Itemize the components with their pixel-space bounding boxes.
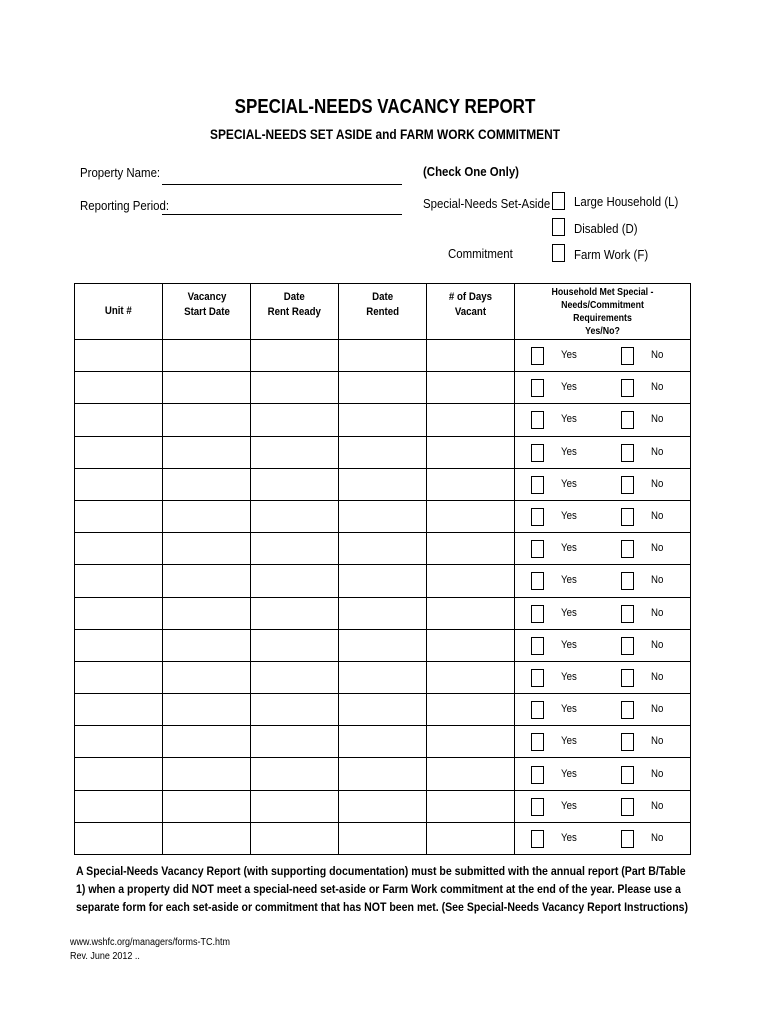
unit-cell[interactable]: [75, 629, 163, 661]
unit-cell[interactable]: [75, 822, 163, 854]
vacancy-start-cell[interactable]: [163, 790, 251, 822]
no-label: No: [651, 767, 664, 780]
days-vacant-cell[interactable]: [427, 565, 515, 597]
no-checkbox[interactable]: [621, 637, 634, 655]
unit-cell[interactable]: [75, 726, 163, 758]
large-household-label: Large Household (L): [574, 194, 679, 209]
yes-no-cell: [515, 758, 691, 790]
table-row: [75, 533, 691, 565]
yes-checkbox[interactable]: [531, 411, 544, 429]
yes-checkbox[interactable]: [531, 605, 544, 623]
no-checkbox[interactable]: [621, 733, 634, 751]
vacancy-start-cell[interactable]: [163, 340, 251, 372]
rent-ready-cell[interactable]: [251, 629, 339, 661]
col-header-rent-ready: Date Rent Ready: [251, 284, 339, 340]
yes-label: Yes: [561, 670, 577, 683]
yes-no-cell: [515, 533, 691, 565]
col-header-unit: Unit #: [75, 284, 163, 340]
page-title: SPECIAL-NEEDS VACANCY REPORT: [234, 96, 536, 118]
yes-label: Yes: [561, 542, 577, 555]
commitment-label: Commitment: [448, 246, 513, 261]
yes-checkbox[interactable]: [531, 830, 544, 848]
farm-work-checkbox[interactable]: [552, 244, 565, 262]
table-row: [75, 726, 691, 758]
table-row: [75, 565, 691, 597]
page-subtitle: SPECIAL-NEEDS SET ASIDE and FARM WORK COMMITMENT: [210, 126, 560, 142]
yes-checkbox[interactable]: [531, 508, 544, 526]
unit-cell[interactable]: [75, 758, 163, 790]
table-row: [75, 468, 691, 500]
yes-checkbox[interactable]: [531, 476, 544, 494]
yes-label: Yes: [561, 445, 577, 458]
vacancy-start-cell[interactable]: [163, 694, 251, 726]
days-vacant-cell[interactable]: [427, 468, 515, 500]
no-label: No: [651, 606, 664, 619]
table-row: [75, 758, 691, 790]
no-label: No: [651, 510, 664, 523]
reporting-period-label: Reporting Period:: [80, 198, 170, 213]
yes-label: Yes: [561, 703, 577, 716]
footer-url: www.wshfc.org/managers/forms-TC.htm: [70, 937, 231, 948]
unit-cell[interactable]: [75, 468, 163, 500]
rented-cell[interactable]: [339, 758, 427, 790]
rented-cell[interactable]: [339, 565, 427, 597]
vacancy-start-cell[interactable]: [163, 661, 251, 693]
property-name-field[interactable]: [162, 184, 402, 185]
yes-checkbox[interactable]: [531, 733, 544, 751]
rented-cell[interactable]: [339, 500, 427, 532]
yes-label: Yes: [561, 510, 577, 523]
col-header-requirements: Household Met Special -Needs/Commitment Requirements Yes/No?: [515, 284, 691, 340]
vacancy-start-cell[interactable]: [163, 468, 251, 500]
no-checkbox[interactable]: [621, 572, 634, 590]
yes-label: Yes: [561, 413, 577, 426]
no-label: No: [651, 542, 664, 555]
vacancy-start-cell[interactable]: [163, 758, 251, 790]
yes-checkbox[interactable]: [531, 766, 544, 784]
vacancy-start-cell[interactable]: [163, 629, 251, 661]
rented-cell[interactable]: [339, 436, 427, 468]
yes-checkbox[interactable]: [531, 669, 544, 687]
table-row: [75, 661, 691, 693]
unit-cell[interactable]: [75, 661, 163, 693]
rented-cell[interactable]: [339, 629, 427, 661]
no-checkbox[interactable]: [621, 798, 634, 816]
unit-cell[interactable]: [75, 340, 163, 372]
no-label: No: [651, 381, 664, 394]
table-row: [75, 404, 691, 436]
yes-no-cell: [515, 694, 691, 726]
yes-checkbox[interactable]: [531, 798, 544, 816]
yes-no-cell: [515, 468, 691, 500]
yes-checkbox[interactable]: [531, 540, 544, 558]
disabled-label: Disabled (D): [574, 221, 638, 236]
yes-label: Yes: [561, 735, 577, 748]
yes-label: Yes: [561, 767, 577, 780]
unit-cell[interactable]: [75, 500, 163, 532]
no-label: No: [651, 670, 664, 683]
yes-no-cell: [515, 822, 691, 854]
days-vacant-cell[interactable]: [427, 694, 515, 726]
rented-cell[interactable]: [339, 372, 427, 404]
yes-no-cell: [515, 597, 691, 629]
rented-cell[interactable]: [339, 404, 427, 436]
large-household-checkbox[interactable]: [552, 192, 565, 210]
col-header-vacancy-start: Vacancy Start Date: [163, 284, 251, 340]
unit-cell[interactable]: [75, 533, 163, 565]
yes-label: Yes: [561, 574, 577, 587]
no-checkbox[interactable]: [621, 540, 634, 558]
no-checkbox[interactable]: [621, 476, 634, 494]
no-checkbox[interactable]: [621, 444, 634, 462]
footer-revision: Rev. June 2012 ..: [70, 951, 140, 962]
unit-cell[interactable]: [75, 404, 163, 436]
vacancy-start-cell[interactable]: [163, 597, 251, 629]
no-checkbox[interactable]: [621, 347, 634, 365]
yes-no-cell: [515, 726, 691, 758]
vacancy-start-cell[interactable]: [163, 565, 251, 597]
yes-label: Yes: [561, 831, 577, 844]
rent-ready-cell[interactable]: [251, 694, 339, 726]
rent-ready-cell[interactable]: [251, 533, 339, 565]
vacancy-start-cell[interactable]: [163, 533, 251, 565]
yes-checkbox[interactable]: [531, 444, 544, 462]
table-row: [75, 500, 691, 532]
table-row: [75, 629, 691, 661]
rented-cell[interactable]: [339, 822, 427, 854]
yes-no-cell: [515, 340, 691, 372]
rent-ready-cell[interactable]: [251, 404, 339, 436]
no-label: No: [651, 638, 664, 651]
no-label: No: [651, 349, 664, 362]
no-label: No: [651, 735, 664, 748]
days-vacant-cell[interactable]: [427, 597, 515, 629]
table-row: [75, 822, 691, 854]
unit-cell[interactable]: [75, 565, 163, 597]
vacancy-start-cell[interactable]: [163, 436, 251, 468]
days-vacant-cell[interactable]: [427, 500, 515, 532]
vacancy-start-cell[interactable]: [163, 822, 251, 854]
yes-no-cell: [515, 372, 691, 404]
no-label: No: [651, 574, 664, 587]
days-vacant-cell[interactable]: [427, 404, 515, 436]
col-header-days-vacant: # of Days Vacant: [427, 284, 515, 340]
days-vacant-cell[interactable]: [427, 661, 515, 693]
yes-no-cell: [515, 790, 691, 822]
yes-label: Yes: [561, 606, 577, 619]
days-vacant-cell[interactable]: [427, 436, 515, 468]
rented-cell[interactable]: [339, 790, 427, 822]
no-label: No: [651, 831, 664, 844]
rented-cell[interactable]: [339, 694, 427, 726]
vacancy-start-cell[interactable]: [163, 726, 251, 758]
days-vacant-cell[interactable]: [427, 340, 515, 372]
yes-no-cell: [515, 500, 691, 532]
rent-ready-cell[interactable]: [251, 500, 339, 532]
farm-work-label: Farm Work (F): [574, 247, 649, 262]
rent-ready-cell[interactable]: [251, 661, 339, 693]
rent-ready-cell[interactable]: [251, 597, 339, 629]
unit-cell[interactable]: [75, 694, 163, 726]
rented-cell[interactable]: [339, 533, 427, 565]
unit-cell[interactable]: [75, 597, 163, 629]
table-row: [75, 340, 691, 372]
rent-ready-cell[interactable]: [251, 372, 339, 404]
no-checkbox[interactable]: [621, 830, 634, 848]
rent-ready-cell[interactable]: [251, 726, 339, 758]
yes-no-cell: [515, 629, 691, 661]
yes-label: Yes: [561, 349, 577, 362]
days-vacant-cell[interactable]: [427, 629, 515, 661]
yes-checkbox[interactable]: [531, 637, 544, 655]
days-vacant-cell[interactable]: [427, 726, 515, 758]
no-label: No: [651, 703, 664, 716]
yes-checkbox[interactable]: [531, 572, 544, 590]
set-aside-label: Special-Needs Set-Aside: [423, 196, 551, 211]
rented-cell[interactable]: [339, 661, 427, 693]
no-checkbox[interactable]: [621, 379, 634, 397]
rented-cell[interactable]: [339, 468, 427, 500]
rent-ready-cell[interactable]: [251, 822, 339, 854]
table-row: [75, 694, 691, 726]
reporting-period-field[interactable]: [162, 214, 402, 215]
rent-ready-cell[interactable]: [251, 758, 339, 790]
submission-note: A Special-Needs Vacancy Report (with supporting documentation) must be submitted with the annual report (Part B/Table 1) when a property did NOT meet a special-need set-aside or Farm Work commitment at the end of the year. Please use a separate form for each set-aside or commitment that has NOT been met. (See Special-Needs Vacancy Report Instructions): [76, 864, 689, 914]
unit-cell[interactable]: [75, 372, 163, 404]
no-label: No: [651, 477, 664, 490]
no-checkbox[interactable]: [621, 766, 634, 784]
no-checkbox[interactable]: [621, 605, 634, 623]
yes-checkbox[interactable]: [531, 347, 544, 365]
yes-label: Yes: [561, 638, 577, 651]
days-vacant-cell[interactable]: [427, 533, 515, 565]
yes-no-cell: [515, 565, 691, 597]
table-row: [75, 372, 691, 404]
unit-cell[interactable]: [75, 790, 163, 822]
rent-ready-cell[interactable]: [251, 565, 339, 597]
no-checkbox[interactable]: [621, 701, 634, 719]
no-label: No: [651, 799, 664, 812]
no-label: No: [651, 413, 664, 426]
check-one-label: (Check One Only): [423, 164, 519, 179]
rented-cell[interactable]: [339, 726, 427, 758]
rent-ready-cell[interactable]: [251, 468, 339, 500]
yes-label: Yes: [561, 477, 577, 490]
unit-cell[interactable]: [75, 436, 163, 468]
no-label: No: [651, 445, 664, 458]
days-vacant-cell[interactable]: [427, 822, 515, 854]
days-vacant-cell[interactable]: [427, 790, 515, 822]
yes-label: Yes: [561, 799, 577, 812]
table-row: [75, 436, 691, 468]
no-checkbox[interactable]: [621, 508, 634, 526]
no-checkbox[interactable]: [621, 669, 634, 687]
vacancy-start-cell[interactable]: [163, 500, 251, 532]
rent-ready-cell[interactable]: [251, 436, 339, 468]
no-checkbox[interactable]: [621, 411, 634, 429]
col-header-rented: Date Rented: [339, 284, 427, 340]
rented-cell[interactable]: [339, 340, 427, 372]
vacancy-start-cell[interactable]: [163, 372, 251, 404]
days-vacant-cell[interactable]: [427, 758, 515, 790]
yes-no-cell: [515, 404, 691, 436]
yes-checkbox[interactable]: [531, 701, 544, 719]
yes-no-cell: [515, 661, 691, 693]
table-row: [75, 790, 691, 822]
disabled-checkbox[interactable]: [552, 218, 565, 236]
yes-label: Yes: [561, 381, 577, 394]
vacancy-table: [74, 283, 691, 855]
vacancy-start-cell[interactable]: [163, 404, 251, 436]
rent-ready-cell[interactable]: [251, 790, 339, 822]
rent-ready-cell[interactable]: [251, 340, 339, 372]
days-vacant-cell[interactable]: [427, 372, 515, 404]
property-name-label: Property Name:: [80, 165, 161, 180]
yes-checkbox[interactable]: [531, 379, 544, 397]
table-row: [75, 597, 691, 629]
yes-no-cell: [515, 436, 691, 468]
rented-cell[interactable]: [339, 597, 427, 629]
